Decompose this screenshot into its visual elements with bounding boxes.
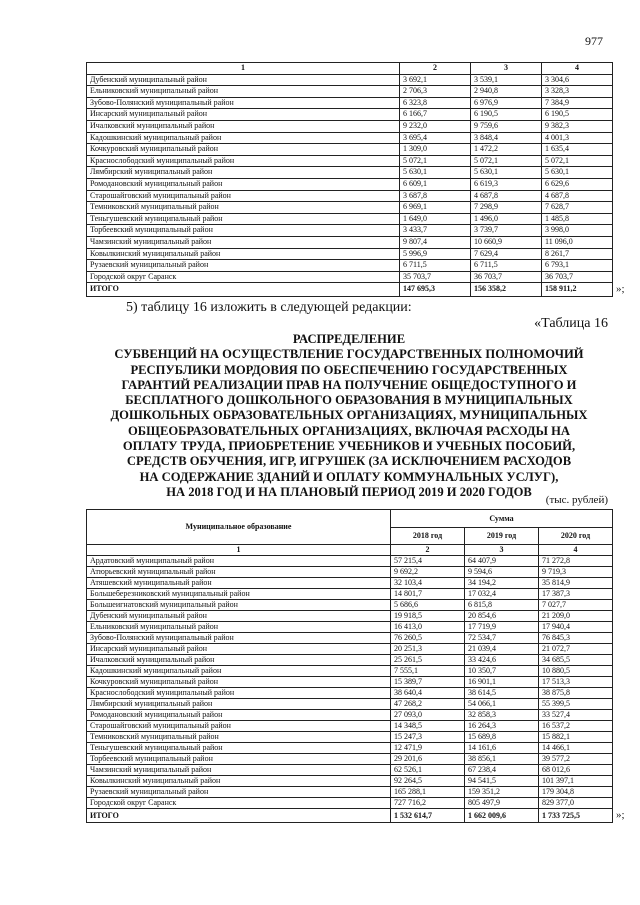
- amount-cell: 7 555,1: [391, 666, 465, 677]
- table-row: [87, 589, 613, 600]
- table-row: [87, 144, 613, 156]
- table-row: [87, 622, 613, 633]
- amount-cell: 1 496,0: [471, 213, 542, 225]
- amount-cell: 6 190,5: [471, 109, 542, 121]
- table-row: [87, 190, 613, 202]
- amount-cell: 9 719,3: [539, 567, 613, 578]
- amount-cell: 3 539,1: [471, 74, 542, 86]
- amount-cell: 7 384,9: [542, 97, 613, 109]
- amount-cell: 6 629,6: [542, 178, 613, 190]
- amount-cell: 68 012,6: [539, 765, 613, 776]
- heading-line: РЕСПУБЛИКИ МОРДОВИЯ ПО ОБЕСПЕЧЕНИЮ ГОСУДАРСТВЕННЫХ: [130, 362, 568, 377]
- table-row: [87, 556, 613, 567]
- table-colnum-row: [87, 545, 613, 556]
- amount-cell: 2 940,8: [471, 86, 542, 98]
- amount-cell: 2 706,3: [400, 86, 471, 98]
- amount-cell: 1 649,0: [400, 213, 471, 225]
- heading-line: ГАРАНТИЙ РЕАЛИЗАЦИИ ПРАВ НА ПОЛУЧЕНИЕ ОБЩЕДОСТУПНОГО И: [121, 377, 577, 392]
- heading-line: ДОШКОЛЬНЫХ ОБРАЗОВАТЕЛЬНЫХ ОРГАНИЗАЦИЯХ, МУНИЦИПАЛЬНЫХ: [110, 408, 588, 423]
- amount-cell: 32 858,3: [465, 710, 539, 721]
- table-row: [87, 178, 613, 190]
- table-row: [87, 644, 613, 655]
- subvention-table: [86, 509, 613, 823]
- municipality-name: Рузаевский муниципальный район: [87, 787, 391, 798]
- table-row: [87, 578, 613, 589]
- amount-cell: 1 472,2: [471, 144, 542, 156]
- municipality-name: Кадошкинский муниципальный район: [87, 132, 400, 144]
- table-row: [87, 743, 613, 754]
- amount-cell: 179 304,8: [539, 787, 613, 798]
- municipality-name: Городской округ Саранск: [87, 271, 400, 283]
- municipality-name: Большеберезниковский муниципальный район: [87, 589, 391, 600]
- total-label: ИТОГО: [87, 809, 391, 823]
- amount-cell: 9 594,6: [465, 567, 539, 578]
- amount-cell: 14 801,7: [391, 589, 465, 600]
- municipality-name: Атюрьевский муниципальный район: [87, 567, 391, 578]
- amount-cell: 5 630,1: [400, 167, 471, 179]
- table-row: [87, 776, 613, 787]
- amount-cell: 101 397,1: [539, 776, 613, 787]
- col-year-2018: 2018 год: [391, 528, 465, 545]
- amount-cell: 67 238,4: [465, 765, 539, 776]
- table-row: [87, 167, 613, 179]
- municipality-name: Теньгушевский муниципальный район: [87, 213, 400, 225]
- col-year-2020: 2020 год: [539, 528, 613, 545]
- amount-cell: 3 739,7: [471, 225, 542, 237]
- municipality-name: Ромодановский муниципальный район: [87, 710, 391, 721]
- heading-line: СРЕДСТВ ОБУЧЕНИЯ, ИГР, ИГРУШЕК (ЗА ИСКЛЮЧЕНИЕМ РАСХОДОВ: [126, 454, 572, 469]
- table-row: [87, 236, 613, 248]
- heading-line: НА 2018 ГОД И НА ПЛАНОВЫЙ ПЕРИОД 2019 И 2020 ГОДОВ: [166, 484, 532, 499]
- amount-cell: 16 413,0: [391, 622, 465, 633]
- amount-cell: 20 251,3: [391, 644, 465, 655]
- total-amount: 158 911,2: [542, 283, 613, 297]
- amount-cell: 32 103,4: [391, 578, 465, 589]
- amount-cell: 47 268,2: [391, 699, 465, 710]
- municipality-name: Теньгушевский муниципальный район: [87, 743, 391, 754]
- amount-cell: 38 856,1: [465, 754, 539, 765]
- municipality-name: Атяшевский муниципальный район: [87, 578, 391, 589]
- amount-cell: 6 793,1: [542, 260, 613, 272]
- amount-cell: 21 039,4: [465, 644, 539, 655]
- amount-cell: 16 537,2: [539, 721, 613, 732]
- amount-cell: 14 348,5: [391, 721, 465, 732]
- total-amount: 1 532 614,7: [391, 809, 465, 823]
- col-number-3: 3: [465, 545, 539, 556]
- table-row: [87, 567, 613, 578]
- amount-cell: 17 387,3: [539, 589, 613, 600]
- amount-cell: 10 350,7: [465, 666, 539, 677]
- table-row: [87, 132, 613, 144]
- amount-cell: 36 703,7: [542, 271, 613, 283]
- amount-cell: 72 534,7: [465, 633, 539, 644]
- amount-cell: 39 577,2: [539, 754, 613, 765]
- amount-cell: 62 526,1: [391, 765, 465, 776]
- municipality-name: Инсарский муниципальный район: [87, 644, 391, 655]
- heading-line: СУБВЕНЦИЙ НА ОСУЩЕСТВЛЕНИЕ ГОСУДАРСТВЕННЫХ ПОЛНОМОЧИЙ: [114, 347, 584, 362]
- amount-cell: 38 640,4: [391, 688, 465, 699]
- table-row: [87, 721, 613, 732]
- amount-cell: 5 996,9: [400, 248, 471, 260]
- col-number-2: 2: [391, 545, 465, 556]
- subvention-table-body: [87, 510, 613, 823]
- total-label: ИТОГО: [87, 283, 400, 297]
- table-row: [87, 248, 613, 260]
- table-label: «Таблица 16: [534, 316, 608, 331]
- table-row: [87, 765, 613, 776]
- table-continuation-body: [87, 63, 613, 297]
- table-row: [87, 120, 613, 132]
- municipality-name: Дубенский муниципальный район: [87, 74, 400, 86]
- amount-cell: 6 609,1: [400, 178, 471, 190]
- amount-cell: 15 247,3: [391, 732, 465, 743]
- municipality-name: Ичалковский муниципальный район: [87, 655, 391, 666]
- table-row: [87, 754, 613, 765]
- table-row: [87, 213, 613, 225]
- table-row: [87, 600, 613, 611]
- table-row: [87, 666, 613, 677]
- table-end-mark: »;: [616, 283, 625, 295]
- table-row: [87, 109, 613, 121]
- amount-cell: 3 692,1: [400, 74, 471, 86]
- col-municipality: Муниципальное образование: [87, 510, 391, 545]
- col-number-1: 1: [87, 545, 391, 556]
- municipality-name: Большеигнатовский муниципальный район: [87, 600, 391, 611]
- municipality-name: Зубово-Полянский муниципальный район: [87, 633, 391, 644]
- amount-cell: 4 687,8: [471, 190, 542, 202]
- amount-cell: 3 304,6: [542, 74, 613, 86]
- amount-cell: 17 940,4: [539, 622, 613, 633]
- amount-cell: 11 096,0: [542, 236, 613, 248]
- municipality-name: Кочкуровский муниципальный район: [87, 677, 391, 688]
- amount-cell: 6 166,7: [400, 109, 471, 121]
- total-amount: 1 662 009,6: [465, 809, 539, 823]
- table-row: [87, 86, 613, 98]
- municipality-name: Городской округ Саранск: [87, 798, 391, 809]
- amount-cell: 15 689,8: [465, 732, 539, 743]
- table-header-row: [87, 63, 613, 75]
- col-sum: Сумма: [391, 510, 613, 528]
- amount-cell: 6 323,8: [400, 97, 471, 109]
- municipality-name: Темниковский муниципальный район: [87, 732, 391, 743]
- amount-cell: 4 687,8: [542, 190, 613, 202]
- table-row: [87, 787, 613, 798]
- municipality-name: Дубенский муниципальный район: [87, 611, 391, 622]
- table-row: [87, 655, 613, 666]
- amount-cell: 5 072,1: [400, 155, 471, 167]
- municipality-name: Рузаевский муниципальный район: [87, 260, 400, 272]
- amount-cell: 7 629,4: [471, 248, 542, 260]
- amount-cell: 1 485,8: [542, 213, 613, 225]
- table-total-row: [87, 809, 613, 823]
- amount-cell: 21 209,0: [539, 611, 613, 622]
- municipality-name: Ардатовский муниципальный район: [87, 556, 391, 567]
- municipality-name: Темниковский муниципальный район: [87, 202, 400, 214]
- heading-line: ОБЩЕОБРАЗОВАТЕЛЬНЫХ ОРГАНИЗАЦИЯХ, ВКЛЮЧАЯ РАСХОДЫ НА: [128, 423, 570, 438]
- col-number-1: 1: [87, 63, 400, 75]
- municipality-name: Зубово-Полянский муниципальный район: [87, 97, 400, 109]
- amount-cell: 76 260,5: [391, 633, 465, 644]
- amount-cell: 3 848,4: [471, 132, 542, 144]
- amount-cell: 38 875,8: [539, 688, 613, 699]
- table-continuation: [86, 62, 613, 297]
- table-header-row: [87, 510, 613, 528]
- amount-cell: 76 845,3: [539, 633, 613, 644]
- amount-cell: 6 711,5: [471, 260, 542, 272]
- amount-cell: 25 261,5: [391, 655, 465, 666]
- amount-cell: 829 377,0: [539, 798, 613, 809]
- amount-cell: 94 541,5: [465, 776, 539, 787]
- municipality-name: Кочкуровский муниципальный район: [87, 144, 400, 156]
- municipality-name: Старошайговский муниципальный район: [87, 190, 400, 202]
- page-number: 977: [585, 34, 603, 48]
- amount-cell: 16 901,1: [465, 677, 539, 688]
- municipality-name: Кадошкинский муниципальный район: [87, 666, 391, 677]
- table-row: [87, 202, 613, 214]
- amount-cell: 10 660,9: [471, 236, 542, 248]
- col-number-3: 3: [471, 63, 542, 75]
- amount-cell: 29 201,6: [391, 754, 465, 765]
- heading-line: РАСПРЕДЕЛЕНИЕ: [292, 332, 406, 346]
- municipality-name: Чамзинский муниципальный район: [87, 236, 400, 248]
- amount-cell: 10 880,5: [539, 666, 613, 677]
- amount-cell: 5 630,1: [471, 167, 542, 179]
- table-row: [87, 225, 613, 237]
- municipality-name: Ковылкинский муниципальный район: [87, 248, 400, 260]
- amount-cell: 4 001,3: [542, 132, 613, 144]
- amount-cell: 6 976,9: [471, 97, 542, 109]
- amount-cell: 33 424,6: [465, 655, 539, 666]
- amount-cell: 1 309,0: [400, 144, 471, 156]
- municipality-name: Ковылкинский муниципальный район: [87, 776, 391, 787]
- amount-cell: 3 695,4: [400, 132, 471, 144]
- table-row: [87, 710, 613, 721]
- municipality-name: Торбеевский муниципальный район: [87, 225, 400, 237]
- municipality-name: Лямбирский муниципальный район: [87, 167, 400, 179]
- municipality-name: Ельниковский муниципальный район: [87, 86, 400, 98]
- amount-cell: 71 272,8: [539, 556, 613, 567]
- amount-cell: 34 685,5: [539, 655, 613, 666]
- amount-cell: 6 815,8: [465, 600, 539, 611]
- amount-cell: 17 719,9: [465, 622, 539, 633]
- amount-cell: 7 628,7: [542, 202, 613, 214]
- amount-cell: 6 619,3: [471, 178, 542, 190]
- total-amount: 147 695,3: [400, 283, 471, 297]
- amount-cell: 38 614,5: [465, 688, 539, 699]
- amount-cell: 17 513,3: [539, 677, 613, 688]
- municipality-name: Ельниковский муниципальный район: [87, 622, 391, 633]
- amount-cell: 7 298,9: [471, 202, 542, 214]
- col-number-4: 4: [542, 63, 613, 75]
- heading-line: БЕСПЛАТНОГО ДОШКОЛЬНОГО ОБРАЗОВАНИЯ В МУНИЦИПАЛЬНЫХ: [125, 393, 573, 408]
- table-row: [87, 611, 613, 622]
- amount-cell: 57 215,4: [391, 556, 465, 567]
- amount-cell: 19 918,5: [391, 611, 465, 622]
- amount-cell: 1 635,4: [542, 144, 613, 156]
- table-row: [87, 699, 613, 710]
- amount-cell: 5 686,6: [391, 600, 465, 611]
- table-total-row: [87, 283, 613, 297]
- amount-cell: 3 328,3: [542, 86, 613, 98]
- municipality-name: Ичалковский муниципальный район: [87, 120, 400, 132]
- table-end-mark: »;: [616, 809, 625, 821]
- amount-cell: 9 807,4: [400, 236, 471, 248]
- amount-cell: 727 716,2: [391, 798, 465, 809]
- amount-cell: 33 527,4: [539, 710, 613, 721]
- table-row: [87, 633, 613, 644]
- table-row: [87, 688, 613, 699]
- table-row: [87, 155, 613, 167]
- municipality-name: Ромодановский муниципальный район: [87, 178, 400, 190]
- amount-cell: 6 190,5: [542, 109, 613, 121]
- municipality-name: Чамзинский муниципальный район: [87, 765, 391, 776]
- amount-cell: 9 382,3: [542, 120, 613, 132]
- amount-cell: 34 194,2: [465, 578, 539, 589]
- amount-cell: 21 072,7: [539, 644, 613, 655]
- amount-cell: 805 497,9: [465, 798, 539, 809]
- municipality-name: Краснослободский муниципальный район: [87, 688, 391, 699]
- amount-cell: 5 630,1: [542, 167, 613, 179]
- amount-cell: 9 759,6: [471, 120, 542, 132]
- table-row: [87, 732, 613, 743]
- amount-cell: 20 854,6: [465, 611, 539, 622]
- amount-cell: 7 027,7: [539, 600, 613, 611]
- municipality-name: Торбеевский муниципальный район: [87, 754, 391, 765]
- table-row: [87, 97, 613, 109]
- amount-cell: 55 399,5: [539, 699, 613, 710]
- amount-cell: 3 998,0: [542, 225, 613, 237]
- amount-cell: 35 703,7: [400, 271, 471, 283]
- amount-cell: 36 703,7: [471, 271, 542, 283]
- heading-line: ОПЛАТУ ТРУДА, ПРИОБРЕТЕНИЕ УЧЕБНИКОВ И УЧЕБНЫХ ПОСОБИЙ,: [122, 439, 576, 454]
- amount-cell: 6 711,5: [400, 260, 471, 272]
- amount-cell: 92 264,5: [391, 776, 465, 787]
- table-row: [87, 677, 613, 688]
- total-amount: 1 733 725,5: [539, 809, 613, 823]
- amount-cell: 9 692,2: [391, 567, 465, 578]
- table-row: [87, 260, 613, 272]
- municipality-name: Старошайговский муниципальный район: [87, 721, 391, 732]
- table-row: [87, 271, 613, 283]
- amount-cell: 5 072,1: [542, 155, 613, 167]
- col-number-4: 4: [539, 545, 613, 556]
- units-label: (тыс. рублей): [545, 494, 608, 506]
- amount-cell: 27 093,0: [391, 710, 465, 721]
- amount-cell: 6 969,1: [400, 202, 471, 214]
- municipality-name: Краснослободский муниципальный район: [87, 155, 400, 167]
- amount-cell: 3 687,8: [400, 190, 471, 202]
- amount-cell: 8 261,7: [542, 248, 613, 260]
- amount-cell: 14 466,1: [539, 743, 613, 754]
- amount-cell: 3 433,7: [400, 225, 471, 237]
- amount-cell: 64 407,9: [465, 556, 539, 567]
- amendment-text: 5) таблицу 16 изложить в следующей редакции:: [126, 300, 412, 315]
- municipality-name: Инсарский муниципальный район: [87, 109, 400, 121]
- col-number-2: 2: [400, 63, 471, 75]
- heading-line: НА СОДЕРЖАНИЕ ЗДАНИЙ И ОПЛАТУ КОММУНАЛЬНЫХ УСЛУГ),: [139, 469, 559, 484]
- amount-cell: 9 232,0: [400, 120, 471, 132]
- amount-cell: 35 814,9: [539, 578, 613, 589]
- total-amount: 156 358,2: [471, 283, 542, 297]
- table-row: [87, 74, 613, 86]
- municipality-name: Лямбирский муниципальный район: [87, 699, 391, 710]
- amount-cell: 5 072,1: [471, 155, 542, 167]
- col-year-2019: 2019 год: [465, 528, 539, 545]
- amount-cell: 15 882,1: [539, 732, 613, 743]
- amount-cell: 165 288,1: [391, 787, 465, 798]
- table-heading: [86, 332, 612, 500]
- amount-cell: 15 389,7: [391, 677, 465, 688]
- table-row: [87, 798, 613, 809]
- amount-cell: 159 351,2: [465, 787, 539, 798]
- amount-cell: 16 264,3: [465, 721, 539, 732]
- amount-cell: 17 032,4: [465, 589, 539, 600]
- amount-cell: 12 471,9: [391, 743, 465, 754]
- amount-cell: 54 066,1: [465, 699, 539, 710]
- amount-cell: 14 161,6: [465, 743, 539, 754]
